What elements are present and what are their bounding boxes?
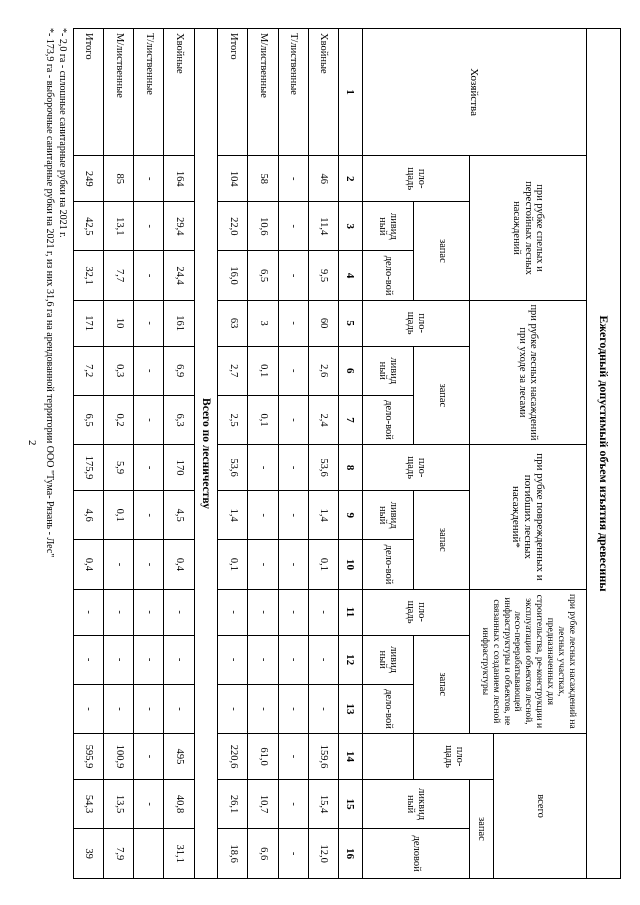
- table-row: [248, 29, 278, 879]
- table-cell: -: [278, 346, 308, 395]
- table-cell: 13,1: [104, 202, 134, 251]
- table-cell: -: [248, 445, 278, 491]
- table-cell: -: [248, 589, 278, 635]
- table-cell: -: [308, 684, 338, 733]
- footnote-clear-cut: *- 2,0 га - сплошные санитарные рубки на 2021 г.: [57, 28, 68, 238]
- table-cell: -: [308, 635, 338, 684]
- table-cell: -: [134, 491, 164, 540]
- table-cell: 2,7: [218, 346, 248, 395]
- column-number: 1: [338, 29, 362, 156]
- table-cell: 32,1: [74, 251, 104, 300]
- table-cell: -: [134, 156, 164, 202]
- table-cell: -: [134, 346, 164, 395]
- table-cell: -: [278, 829, 308, 879]
- table-cell: -: [278, 251, 308, 300]
- table-cell: 0,2: [104, 395, 134, 444]
- column-number: 6: [338, 346, 362, 395]
- table-cell: -: [248, 635, 278, 684]
- table-cell: 46: [308, 156, 338, 202]
- table-cell: 4,6: [74, 491, 104, 540]
- table-cell: -: [134, 540, 164, 589]
- table-title: Ежегодный допустимый объем изъятия древесины: [586, 29, 620, 879]
- footnote-selective: *- 173,9 га - выборочные санитарные рубки на 2021 г, из них 31,6 га на арендованной территории ООО "Тума- Рязань - Лес": [44, 28, 55, 558]
- header-group-damaged: при рубке поврежденных и погибших лесных насаждений*: [470, 445, 586, 589]
- table-cell: 0,4: [74, 540, 104, 589]
- table-cell: -: [104, 684, 134, 733]
- table-cell: 11,4: [308, 202, 338, 251]
- column-number: 3: [338, 202, 362, 251]
- table-cell: 6,5: [248, 251, 278, 300]
- column-number: 2: [338, 156, 362, 202]
- table-cell: 26,1: [218, 779, 248, 828]
- table-cell: 161: [164, 300, 194, 346]
- header-liquid: ливид ный: [362, 202, 414, 251]
- header-farm: Хозяйства: [362, 29, 586, 156]
- table-cell: -: [278, 300, 308, 346]
- table-cell: -: [134, 779, 164, 828]
- column-number: 11: [338, 589, 362, 635]
- table-cell: -: [278, 445, 308, 491]
- table-row: [278, 29, 308, 879]
- table-cell: 10,6: [248, 202, 278, 251]
- table-cell: [134, 829, 164, 879]
- row-label: М/лиственные: [104, 29, 134, 156]
- table-cell: 18,6: [218, 829, 248, 879]
- table-cell: 53,6: [308, 445, 338, 491]
- table-cell: 22,0: [218, 202, 248, 251]
- table-cell: 175,9: [74, 445, 104, 491]
- table-cell: 12,0: [308, 829, 338, 879]
- table-cell: -: [134, 395, 164, 444]
- table-cell: -: [278, 734, 308, 780]
- table-cell: 1,4: [308, 491, 338, 540]
- table-cell: 10: [104, 300, 134, 346]
- table-cell: -: [308, 589, 338, 635]
- table-cell: -: [248, 491, 278, 540]
- table-cell: 220,6: [218, 734, 248, 780]
- row-label: Итого: [74, 29, 104, 156]
- row-label: Т/лиственные: [134, 29, 164, 156]
- row-label: М/лиственные: [248, 29, 278, 156]
- table-cell: 4,5: [164, 491, 194, 540]
- header-stock: запас: [414, 635, 470, 734]
- table-cell: 1,4: [218, 491, 248, 540]
- table-cell: -: [278, 395, 308, 444]
- column-number: 13: [338, 684, 362, 733]
- column-number: 10: [338, 540, 362, 589]
- table-cell: 61,0: [248, 734, 278, 780]
- table-row: [104, 29, 134, 879]
- row-label: Хвойные: [164, 29, 194, 156]
- header-group-mature: при рубке спелых и перестойных лесных насаждений: [470, 156, 586, 300]
- table-cell: 54,3: [74, 779, 104, 828]
- header-area: пло-щадь: [362, 445, 470, 491]
- table-cell: 0,1: [248, 346, 278, 395]
- table-cell: 0,1: [218, 540, 248, 589]
- table-cell: 0,4: [164, 540, 194, 589]
- table-cell: 495: [164, 734, 194, 780]
- table-cell: 7,2: [74, 346, 104, 395]
- header-area: пло-щадь: [414, 734, 494, 780]
- table-cell: 39: [74, 829, 104, 879]
- table-cell: 6,9: [164, 346, 194, 395]
- table-cell: -: [74, 684, 104, 733]
- table-cell: 164: [164, 156, 194, 202]
- column-number: 8: [338, 445, 362, 491]
- table-cell: 0,1: [248, 395, 278, 444]
- row-label: Итого: [218, 29, 248, 156]
- column-number: 15: [338, 779, 362, 828]
- header-business: дело-вой: [362, 684, 414, 733]
- header-stock: запас: [414, 491, 470, 590]
- table-cell: 0,3: [104, 346, 134, 395]
- column-number: 5: [338, 300, 362, 346]
- table-cell: 29,4: [164, 202, 194, 251]
- table-cell: 6,5: [74, 395, 104, 444]
- header-business: деловой: [362, 829, 470, 879]
- header-business: дело-вой: [362, 395, 414, 444]
- table-cell: -: [278, 684, 308, 733]
- table-cell: 6,3: [164, 395, 194, 444]
- table-row: [218, 29, 248, 879]
- table-cell: 7,7: [104, 251, 134, 300]
- column-number: 9: [338, 491, 362, 540]
- column-number: 16: [338, 829, 362, 879]
- table-cell: -: [278, 589, 308, 635]
- table-cell: -: [218, 635, 248, 684]
- table-cell: 60: [308, 300, 338, 346]
- timber-harvest-table: [73, 28, 621, 879]
- table-cell: -: [164, 635, 194, 684]
- table-cell: -: [164, 589, 194, 635]
- page-number: 2: [26, 440, 38, 446]
- table-cell: 171: [74, 300, 104, 346]
- table-cell: -: [134, 589, 164, 635]
- table-cell: 159,6: [308, 734, 338, 780]
- header-area: пло-щадь: [362, 589, 470, 635]
- table-cell: 170: [164, 445, 194, 491]
- table-cell: -: [134, 635, 164, 684]
- column-number: 12: [338, 635, 362, 684]
- footnotes: [43, 28, 69, 879]
- table-cell: -: [74, 589, 104, 635]
- table-cell: 15,4: [308, 779, 338, 828]
- table-cell: -: [278, 779, 308, 828]
- column-number: 4: [338, 251, 362, 300]
- table-cell: 9,5: [308, 251, 338, 300]
- section-title: Всего по лесничеству: [194, 29, 218, 879]
- table-cell: -: [134, 202, 164, 251]
- header-business: дело-вой: [362, 251, 414, 300]
- table-cell: -: [248, 684, 278, 733]
- rotated-content: [20, 28, 621, 879]
- table-row: [164, 29, 194, 879]
- header-stock: запас: [414, 346, 470, 445]
- table-cell: 10,7: [248, 779, 278, 828]
- table-cell: -: [134, 300, 164, 346]
- header-area: пло-щадь: [362, 300, 470, 346]
- table-cell: 42,5: [74, 202, 104, 251]
- table-cell: 24,4: [164, 251, 194, 300]
- table-cell: 63: [218, 300, 248, 346]
- table-cell: -: [74, 635, 104, 684]
- row-label: Т/лиственные: [278, 29, 308, 156]
- table-cell: -: [278, 635, 308, 684]
- table-cell: -: [248, 540, 278, 589]
- table-row: [134, 29, 164, 879]
- header-stock: запас: [470, 779, 494, 878]
- table-cell: -: [278, 156, 308, 202]
- table-cell: -: [134, 445, 164, 491]
- table-cell: -: [134, 734, 164, 780]
- column-number: 14: [338, 734, 362, 780]
- header-liquid: ливид ный: [362, 491, 414, 540]
- table-cell: 0,1: [308, 540, 338, 589]
- table-cell: -: [278, 540, 308, 589]
- table-cell: 40,8: [164, 779, 194, 828]
- table-cell: -: [218, 684, 248, 733]
- header-area: пло-щадь: [362, 156, 470, 202]
- header-liquid: ливид ный: [362, 346, 414, 395]
- table-cell: 100,9: [104, 734, 134, 780]
- header-stock: запас: [414, 202, 470, 301]
- column-number: 7: [338, 395, 362, 444]
- table-cell: -: [278, 491, 308, 540]
- table-cell: 53,6: [218, 445, 248, 491]
- table-cell: 595,9: [74, 734, 104, 780]
- table-cell: 31,1: [164, 829, 194, 879]
- table-cell: 58: [248, 156, 278, 202]
- table-cell: -: [218, 589, 248, 635]
- table-cell: -: [104, 589, 134, 635]
- table-row: [308, 29, 338, 879]
- table-cell: 2,4: [308, 395, 338, 444]
- table-row: [74, 29, 104, 879]
- table-cell: -: [164, 684, 194, 733]
- column-number-row: [338, 29, 362, 879]
- table-cell: 7,9: [104, 829, 134, 879]
- header-liquid: ливид ный: [362, 635, 414, 684]
- table-cell: 13,5: [104, 779, 134, 828]
- header-business: дело-вой: [362, 540, 414, 589]
- table-cell: 2,5: [218, 395, 248, 444]
- table-cell: 104: [218, 156, 248, 202]
- row-label: Хвойные: [308, 29, 338, 156]
- table-cell: 0,1: [104, 491, 134, 540]
- table-cell: 5,9: [104, 445, 134, 491]
- table-cell: 6,6: [248, 829, 278, 879]
- header-group-care: при рубке лесных насаждений при уходе за лесами: [470, 300, 586, 444]
- table-cell: 85: [104, 156, 134, 202]
- table-cell: 2,6: [308, 346, 338, 395]
- table-cell: -: [134, 251, 164, 300]
- header-group-construction: при рубке лесных насаждений на лесных участках, предназначенных для строительства, ре-конструкции и эксплуатации объектов лесной, лесо-перерабатывающей инфраструктуры и объектов, не связанных с созданием лесной инфраструктуры: [470, 589, 586, 733]
- table-cell: -: [104, 540, 134, 589]
- header-liquid: ликвид ный: [362, 779, 470, 828]
- table-cell: -: [134, 684, 164, 733]
- table-cell: 249: [74, 156, 104, 202]
- table-cell: -: [104, 635, 134, 684]
- header-group-total: всего: [493, 734, 586, 879]
- table-cell: 16,0: [218, 251, 248, 300]
- table-cell: -: [278, 202, 308, 251]
- table-cell: 3: [248, 300, 278, 346]
